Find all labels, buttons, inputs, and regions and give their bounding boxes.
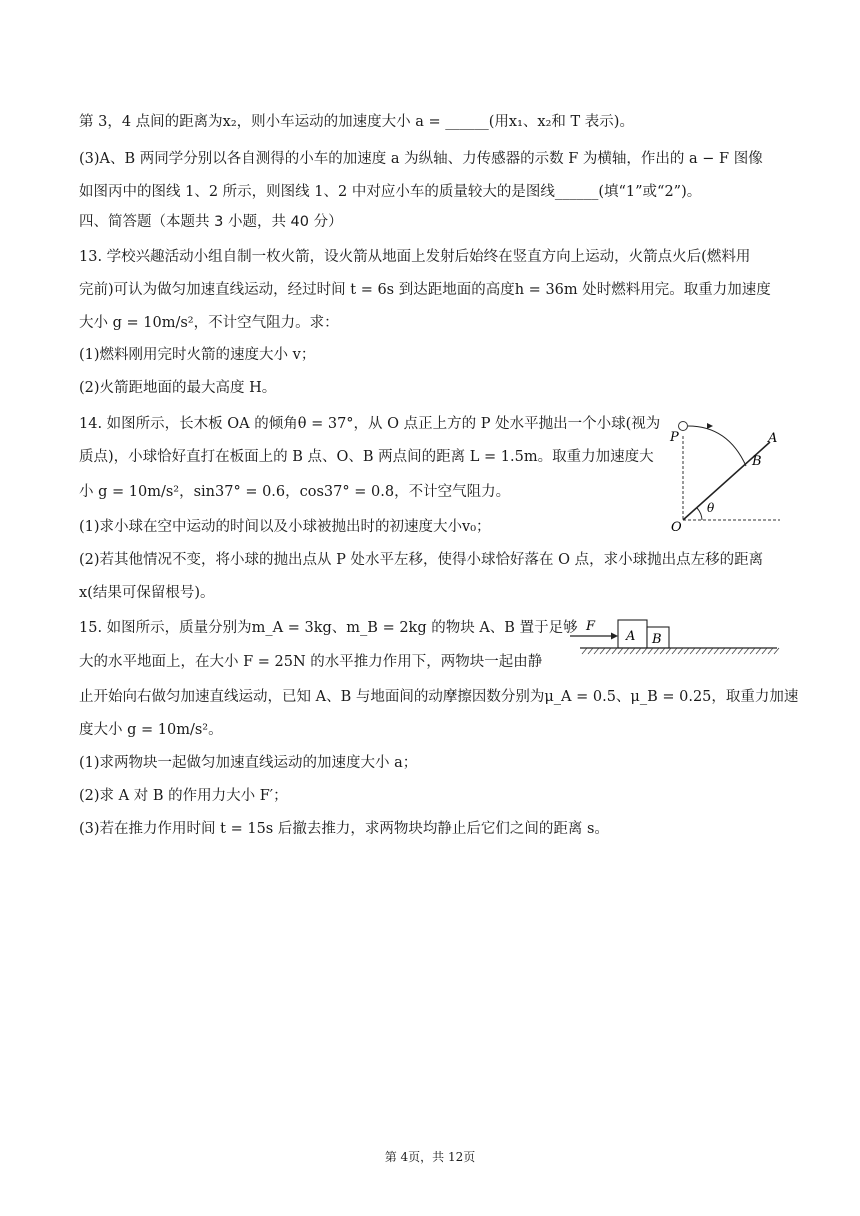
- ball: [679, 422, 688, 431]
- label-b: B: [752, 454, 762, 469]
- label-o: O: [671, 520, 682, 533]
- q15-line-3: 止开始向右做匀加速直线运动，已知 A、B 与地面间的动摩擦因数分别为μ_A = 0.5、μ_B = 0.25，取重力加速: [79, 689, 799, 705]
- q14-figure: [660, 408, 790, 533]
- q14-line-2: 质点)，小球恰好直打在板面上的 B 点、O、B 两点间的距离 L = 1.5m。取重力加速度大: [79, 449, 654, 465]
- q13-line-3: 大小 g = 10m/s²，不计空气阻力。求：: [79, 315, 339, 331]
- q15-figure: [562, 612, 782, 662]
- text-line-3: 如图丙中的图线 1、2 所示，则图线 1、2 中对应小车的质量较大的是图线______(填“1”或“2”)。: [79, 184, 702, 200]
- velocity-arrow-icon: [707, 423, 713, 429]
- q15-line-2: 大的水平地面上，在大小 F = 25N 的水平推力作用下，两物块一起由静: [79, 654, 543, 670]
- q13-line-2: 完前)可认为做匀加速直线运动，经过时间 t = 6s 到达距地面的高度h = 36m 处时燃料用完。取重力加速度: [79, 282, 771, 298]
- label-p: P: [670, 430, 679, 445]
- trajectory: [688, 426, 746, 466]
- q14-part-1: (1)求小球在空中运动的时间以及小球被抛出时的初速度大小v₀；: [79, 519, 491, 535]
- q14-part-2-line-1: (2)若其他情况不变，将小球的抛出点从 P 处水平左移，使得小球恰好落在 O 点，求小球抛出点左移的距离: [79, 552, 764, 568]
- force-arrow-icon: [611, 633, 618, 640]
- q14-line-3: 小 g = 10m/s²，sin37° = 0.6，cos37° = 0.8，不计空气阻力。: [79, 484, 511, 500]
- q15-part-2: (2)求 A 对 B 的作用力大小 F′；: [79, 788, 288, 804]
- q14-part-2-line-2: x(结果可保留根号)。: [79, 585, 215, 601]
- label-block-a: A: [626, 629, 636, 644]
- text-line-1: 第 3，4 点间的距离为x₂，则小车运动的加速度大小 a = ______(用x₁、x₂和 T 表示)。: [79, 114, 634, 130]
- q15-line-1: 15. 如图所示，质量分别为m_A = 3kg、m_B = 2kg 的物块 A、B 置于足够: [79, 620, 578, 636]
- q15-part-1: (1)求两物块一起做匀加速直线运动的加速度大小 a；: [79, 755, 418, 771]
- q14-line-1: 14. 如图所示，长木板 OA 的倾角θ = 37°，从 O 点正上方的 P 处水平抛出一个小球(视为: [79, 416, 661, 432]
- label-theta: θ: [707, 501, 715, 515]
- q13-part-1: (1)燃料刚用完时火箭的速度大小 v；: [79, 347, 316, 363]
- angle-arc: [697, 508, 702, 520]
- label-f: F: [586, 619, 596, 634]
- q15-part-3: (3)若在推力作用时间 t = 15s 后撤去推力，求两物块均静止后它们之间的距离 s。: [79, 821, 609, 837]
- q13-line-1: 13. 学校兴趣活动小组自制一枚火箭，设火箭从地面上发射后始终在竖直方向上运动，火箭点火后(燃料用: [79, 249, 751, 265]
- q13-part-2: (2)火箭距地面的最大高度 H。: [79, 380, 277, 396]
- q15-line-4: 度大小 g = 10m/s²。: [79, 722, 223, 738]
- section-heading: 四、简答题（本题共 3 小题，共 40 分）: [79, 214, 343, 230]
- text-line-2: (3)A、B 两同学分别以各自测得的小车的加速度 a 为纵轴、力传感器的示数 F 为横轴，作出的 a − F 图像: [79, 151, 763, 167]
- ground-hatching: [582, 648, 779, 654]
- page-footer: 第 4页，共 12页: [384, 1150, 476, 1164]
- label-block-b: B: [652, 632, 662, 647]
- label-a: A: [768, 431, 778, 446]
